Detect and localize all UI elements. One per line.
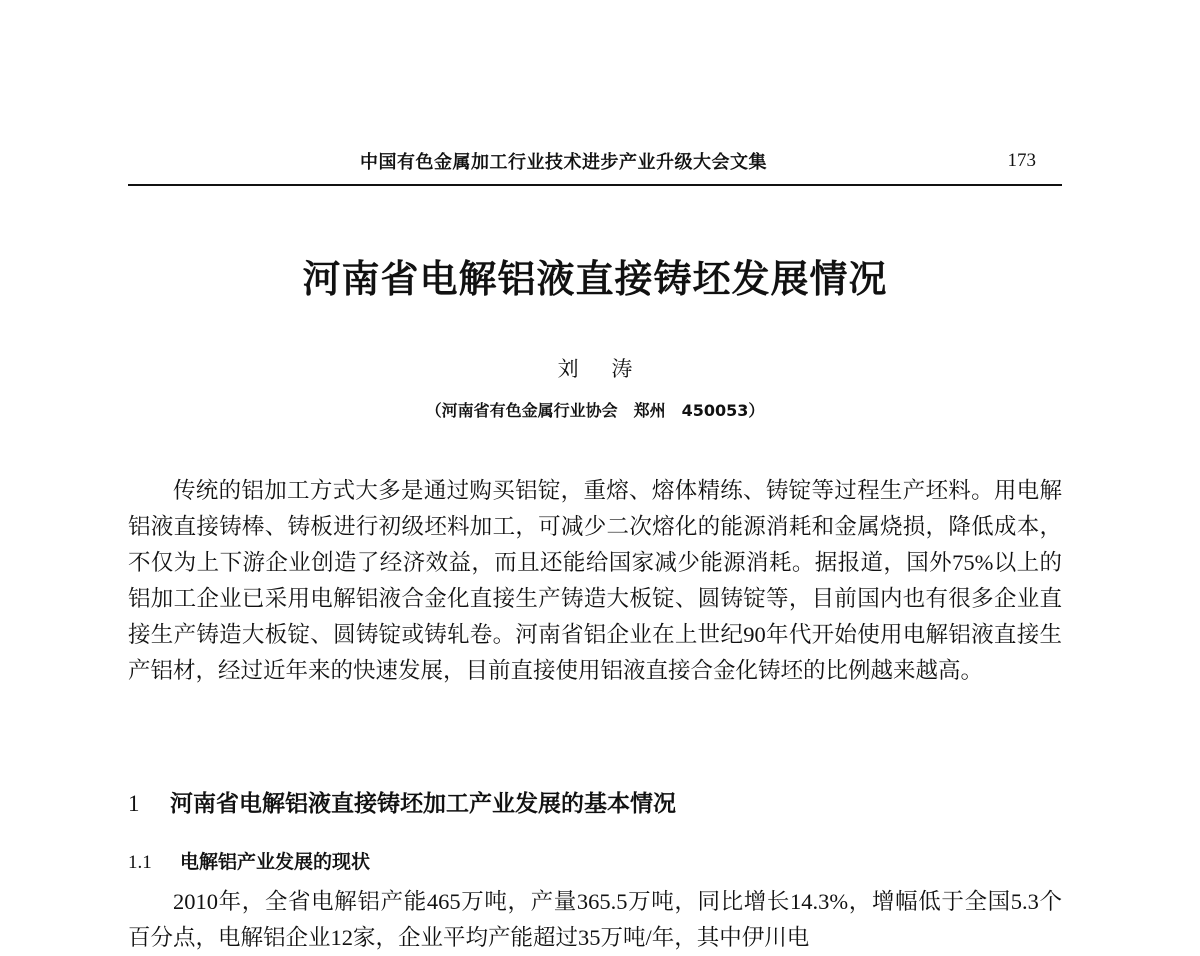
subsection-number: 1.1 — [128, 852, 152, 873]
intro-paragraph: 传统的铝加工方式大多是通过购买铝锭，重熔、熔体精练、铸锭等过程生产坯料。用电解铝液直接铸棒、铸板进行初级坯料加工，可减少二次熔化的能源消耗和金属烧损，降低成本，不仅为上下游企业创造了经济效益，而且还能给国家减少能源消耗。据报道，国外75%以上的铝加工企业已采用电解铝液合金化直接生产铸造大板锭、圆铸锭等，目前国内也有很多企业直接生产铸造大板锭、圆铸锭或铸轧卷。河南省铝企业在上世纪90年代开始使用电解铝液直接生产铝材，经过近年来的快速发展，目前直接使用铝液直接合金化铸坯的比例越来越高。 — [128, 478, 1062, 683]
author-affiliation: （河南省有色金属行业协会 郑州 450053） — [425, 401, 765, 420]
article-title: 河南省电解铝液直接铸坯发展情况 — [302, 256, 888, 301]
section-heading — [128, 785, 1062, 818]
subsection-body — [128, 884, 1062, 956]
journal-title: 中国有色金属加工行业技术进步产业升级大会文集 — [360, 152, 767, 173]
subsection-title: 电解铝产业发展的现状 — [180, 851, 371, 873]
subsection-heading — [128, 847, 1062, 874]
author-name: 刘 涛 — [557, 357, 633, 381]
intro-section — [128, 473, 1062, 689]
page-number: 173 — [1007, 150, 1036, 171]
section-title: 河南省电解铝液直接铸坯加工产业发展的基本情况 — [170, 791, 676, 817]
running-header — [128, 148, 1062, 186]
subsection-paragraph: 2010年，全省电解铝产能465万吨，产量365.5万吨，同比增长14.3%，增幅低于全国5.3个百分点，电解铝企业12家，企业平均产能超过35万吨/年，其中伊川电 — [128, 889, 1062, 950]
section-number: 1 — [128, 791, 140, 816]
